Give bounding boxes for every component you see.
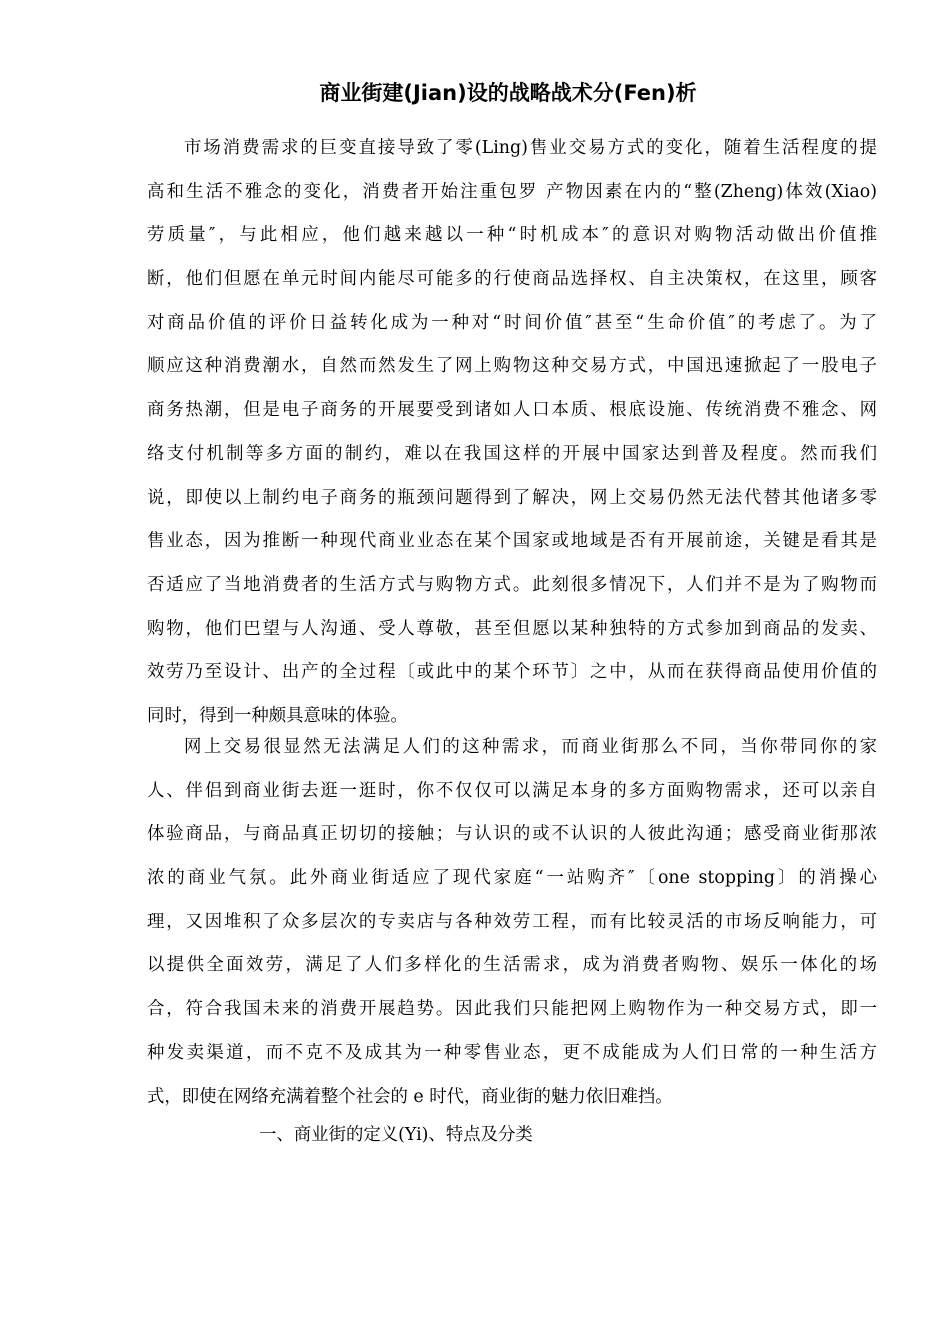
- paragraph-line: 断，他们但愿在单元时间内能尽可能多的行使商品选择权、自主决策权，在这里，顾客: [147, 269, 877, 290]
- paragraph-1: [147, 127, 877, 739]
- paragraph-line: 体验商品，与商品真正切切的接触；与认识的或不认识的人彼此沟通；感受商业街那浓: [147, 824, 877, 845]
- paragraph-line: 效劳乃至设计、出产的全过程〔或此中的某个环节〕之中，从而在获得商品使用价值的: [147, 662, 877, 683]
- paragraph-line: 说，即使以上制约电子商务的瓶颈问题得到了解决，网上交易仍然无法代替其他诸多零: [147, 487, 877, 508]
- paragraph-line: 式，即使在网络充满着整个社会的 e 时代，商业街的魅力依旧难挡。: [147, 1086, 673, 1107]
- paragraph-line: 络支付机制等多方面的制约，难以在我国这样的开展中国家达到普及程度。然而我们: [147, 443, 877, 464]
- paragraph-line: 理，又因堆积了众多层次的专卖店与各种效劳工程，而有比较灵活的市场反响能力，可: [147, 911, 877, 932]
- section-heading: 一、商业街的定义(Yi)、特点及分类: [259, 1125, 533, 1145]
- paragraph-line: 商务热潮，但是电子商务的开展要受到诸如人口本质、根底设施、传统消费不雅念、网: [147, 400, 877, 421]
- paragraph-line: 顺应这种消费潮水，自然而然发生了网上购物这种交易方式，中国迅速掀起了一股电子: [147, 356, 877, 377]
- paragraph-line: 浓的商业气氛。此外商业街适应了现代家庭“一站购齐″〔one stopping〕的消操心: [147, 868, 877, 889]
- paragraph-line: 合，符合我国未来的消费开展趋势。因此我们只能把网上购物作为一种交易方式，即一: [147, 999, 877, 1020]
- paragraph-line: 同时，得到一种颇具意味的体验。: [147, 705, 408, 726]
- paragraph-line: 劳质量″，与此相应，他们越来越以一种“时机成本″的意识对购物活动做出价值推: [147, 225, 877, 246]
- paragraph-line: 售业态，因为推断一种现代商业业态在某个国家或地域是否有开展前途，关键是看其是: [147, 531, 877, 552]
- paragraph-line: 对商品价值的评价日益转化成为一种对“时间价值″甚至“生命价值″的考虑了。为了: [147, 312, 877, 333]
- paragraph-line: 人、伴侣到商业街去逛一逛时，你不仅仅可以满足本身的多方面购物需求，还可以亲自: [147, 780, 877, 801]
- paragraph-2: [147, 726, 877, 1119]
- paragraph-line: 网上交易很显然无法满足人们的这种需求，而商业街那么不同，当你带同你的家: [184, 737, 877, 757]
- paragraph-line: 否适应了当地消费者的生活方式与购物方式。此刻很多情况下，人们并不是为了购物而: [147, 574, 877, 595]
- paragraph-line: 以提供全面效劳，满足了人们多样化的生活需求，成为消费者购物、娱乐一体化的场: [147, 955, 877, 976]
- paragraph-line: 购物，他们巴望与人沟通、受人尊敬，甚至但愿以某种独特的方式参加到商品的发卖、: [147, 618, 877, 639]
- paragraph-line: 种发卖渠道，而不克不及成其为一种零售业态，更不成能成为人们日常的一种生活方: [147, 1042, 877, 1063]
- document-title: 商业街建(Jian)设的战略战术分(Fen)析: [319, 81, 697, 105]
- paragraph-line: 市场消费需求的巨变直接导致了零(Ling)售业交易方式的变化，随着生活程度的提: [184, 138, 877, 158]
- paragraph-line: 高和生活不雅念的变化，消费者开始注重包罗 产物因素在内的“整(Zheng)体效(Xiao): [147, 181, 877, 202]
